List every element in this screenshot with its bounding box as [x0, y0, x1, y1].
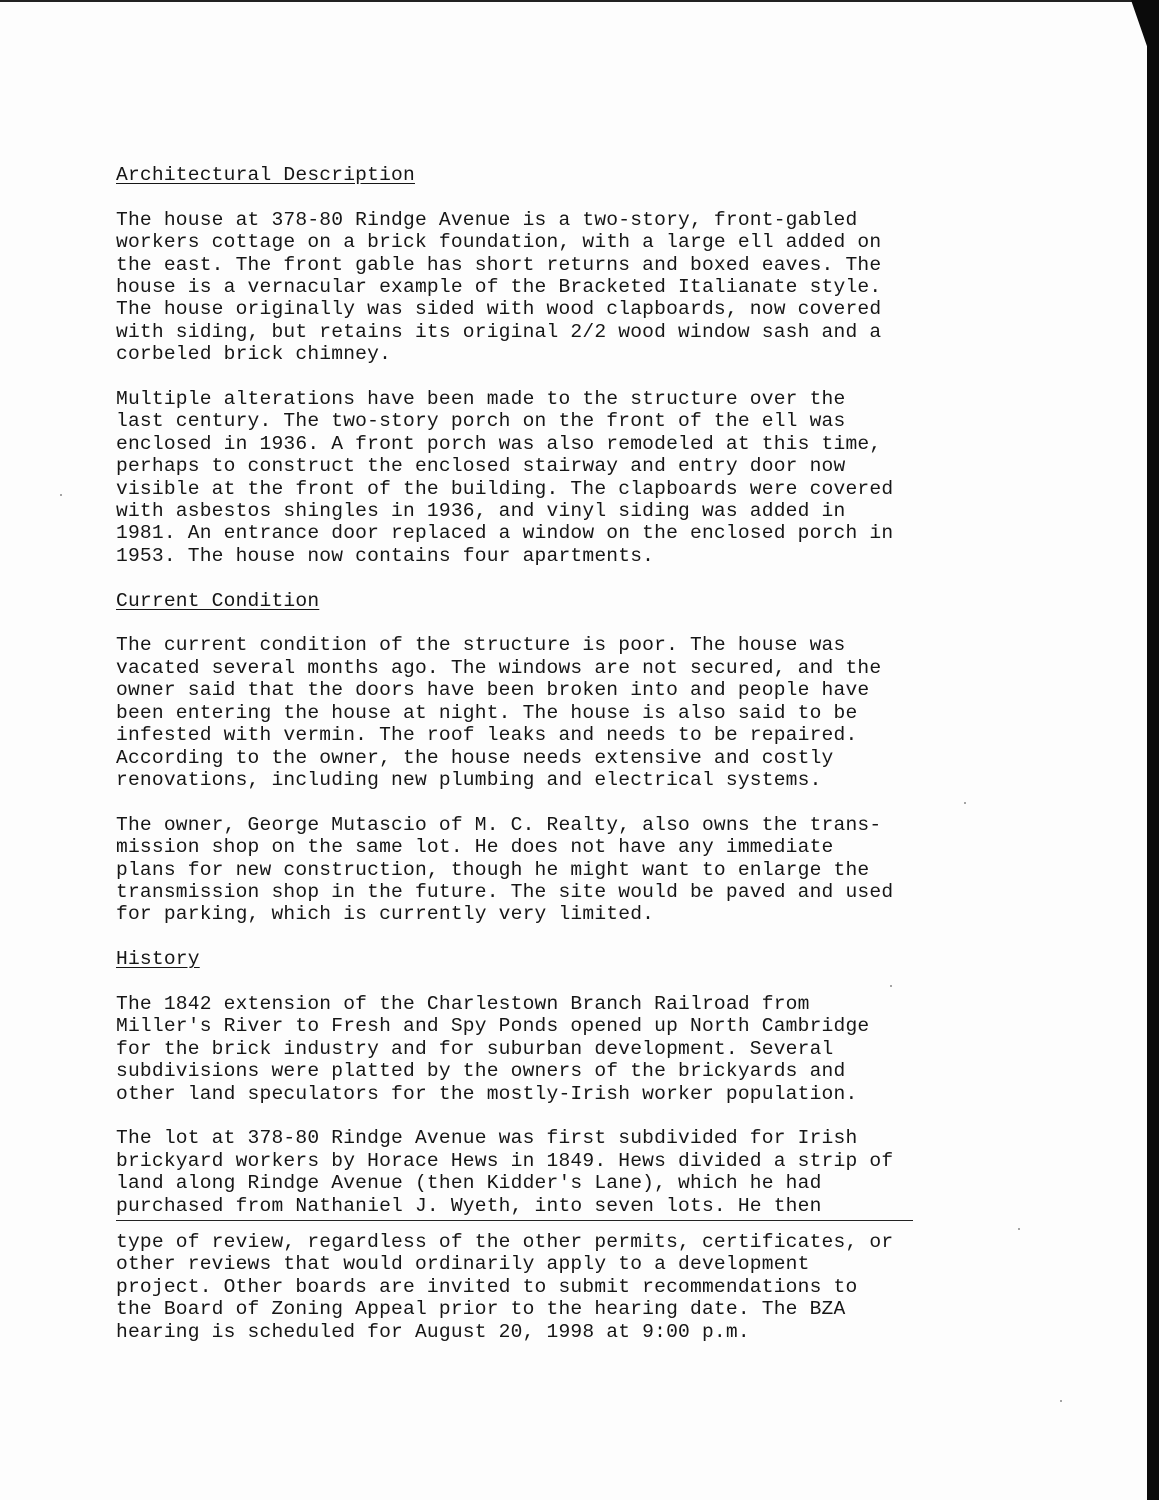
text-line: last century. The two-story porch on the front of the ell was: [116, 410, 846, 433]
text-line: The current condition of the structure is poor. The house was: [116, 634, 846, 657]
text-line: other land speculators for the mostly-Irish worker population.: [116, 1082, 858, 1105]
text-line: The house originally was sided with wood clapboards, now covered: [116, 298, 882, 321]
text-line: owner said that the doors have been broken into and people have: [116, 679, 870, 702]
text-line: plans for new construction, though he might want to enlarge the: [116, 858, 870, 881]
paragraph-history-2: [116, 1127, 1006, 1217]
text-line: mission shop on the same lot. He does not have any immediate: [116, 836, 834, 859]
text-line: with siding, but retains its original 2/2 wood window sash and a: [116, 320, 882, 343]
text-line: Miller's River to Fresh and Spy Ponds opened up North Cambridge: [116, 1015, 870, 1038]
text-line: The house at 378-80 Rindge Avenue is a two-story, front-gabled: [116, 208, 858, 231]
scan-edge-top: [0, 0, 1159, 2]
scan-edge-corner: [1131, 0, 1149, 52]
text-line: subdivisions were platted by the owners of the brickyards and: [116, 1060, 846, 1083]
text-line: visible at the front of the building. The clapboards were covered: [116, 477, 894, 500]
scan-edge-right: [1147, 0, 1159, 1500]
text-line: transmission shop in the future. The site would be paved and used: [116, 880, 894, 903]
text-line: purchased from Nathaniel J. Wyeth, into seven lots. He then: [116, 1194, 822, 1217]
text-line: brickyard workers by Horace Hews in 1849. Hews divided a strip of: [116, 1149, 894, 1172]
text-line: land along Rindge Avenue (then Kidder's Lane), which he had: [116, 1172, 822, 1195]
text-line: infested with vermin. The roof leaks and needs to be repaired.: [116, 724, 858, 747]
text-line: enclosed in 1936. A front porch was also remodeled at this time,: [116, 432, 882, 455]
document-body: [116, 164, 1006, 1365]
paragraph-condition-2: [116, 814, 1006, 926]
text-line: other reviews that would ordinarily apply to a development: [116, 1253, 810, 1276]
text-line: for parking, which is currently very limited.: [116, 903, 655, 926]
text-line: the Board of Zoning Appeal prior to the hearing date. The BZA: [116, 1298, 846, 1321]
text-line: The owner, George Mutascio of M. C. Realty, also owns the trans-: [116, 813, 882, 836]
text-line: type of review, regardless of the other permits, certificates, or: [116, 1230, 894, 1253]
text-line: Multiple alterations have been made to the structure over the: [116, 388, 846, 411]
text-line: been entering the house at night. The house is also said to be: [116, 701, 858, 724]
text-line: The 1842 extension of the Charlestown Branch Railroad from: [116, 992, 810, 1015]
text-line: 1953. The house now contains four apartments.: [116, 544, 655, 567]
heading-architectural-description: Architectural Description: [116, 164, 415, 186]
text-line: The lot at 378-80 Rindge Avenue was first subdivided for Irish: [116, 1127, 858, 1150]
text-line: perhaps to construct the enclosed stairway and entry door now: [116, 455, 846, 478]
text-line: renovations, including new plumbing and electrical systems.: [116, 768, 822, 791]
text-line: hearing is scheduled for August 20, 1998 at 9:00 p.m.: [116, 1320, 750, 1343]
heading-current-condition: Current Condition: [116, 589, 320, 612]
scan-speck: [1060, 1400, 1062, 1402]
footnote-block: [116, 1231, 1006, 1343]
text-line: project. Other boards are invited to submit recommendations to: [116, 1275, 858, 1298]
text-line: for the brick industry and for suburban development. Several: [116, 1037, 834, 1060]
text-line: corbeled brick chimney.: [116, 343, 392, 366]
text-line: house is a vernacular example of the Bracketed Italianate style.: [116, 276, 882, 299]
paragraph-condition-1: [116, 634, 1006, 791]
text-line: the east. The front gable has short returns and boxed eaves. The: [116, 253, 882, 276]
heading-history: History: [116, 948, 200, 971]
paragraph-architecture-1: [116, 209, 1006, 366]
text-line: According to the owner, the house needs extensive and costly: [116, 746, 834, 769]
text-line: 1981. An entrance door replaced a window on the enclosed porch in: [116, 522, 894, 545]
footnote-divider: [116, 1220, 913, 1221]
paragraph-history-1: [116, 993, 1006, 1105]
paragraph-architecture-2: [116, 388, 1006, 567]
text-line: with asbestos shingles in 1936, and vinyl siding was added in: [116, 500, 846, 523]
text-line: workers cottage on a brick foundation, with a large ell added on: [116, 231, 882, 254]
scan-speck: [60, 494, 62, 496]
scan-speck: [1018, 1228, 1020, 1230]
text-line: vacated several months ago. The windows are not secured, and the: [116, 656, 882, 679]
